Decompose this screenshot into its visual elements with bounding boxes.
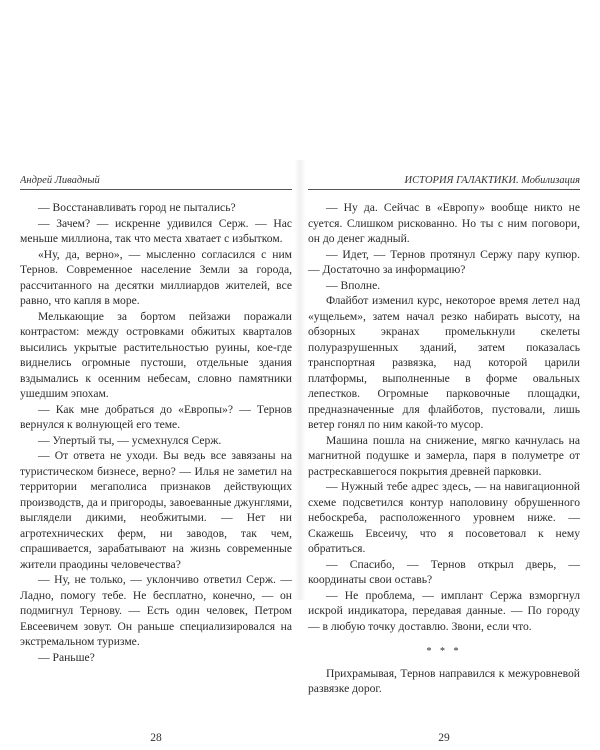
book-gutter: [294, 160, 306, 600]
paragraph: — Нужный тебе адрес здесь, — на навигационной схеме подсветился контур наполовину обрушенного небоскреба, расположенного уровнем ниже. — Скажешь Евсеичу, что я посоветовал к нему обратиться.: [308, 480, 580, 555]
paragraph: — Идет, — Тернов протянул Сержу пару купюр. — Достаточно за информацию?: [308, 247, 580, 276]
paragraph: — Раньше?: [38, 650, 95, 664]
paragraph: — Упертый ты, — усмехнулся Серж.: [38, 433, 222, 447]
right-page: [308, 174, 580, 744]
paragraph: Мелькающие за бортом пейзажи поражали контрастом: между островками обжитых кварталов высились укрытые растительностью руины, кое-где виднелись огромные пустоши, отдельные здания вздымались к осенним небесам, словно памятники ушедшим эпохам.: [20, 309, 292, 400]
right-page-number: 29: [438, 732, 450, 744]
paragraph: — Восстанавливать город не пытались?: [38, 201, 236, 214]
left-page: [20, 174, 292, 744]
left-running-header: Андрей Ливадный: [20, 174, 292, 190]
left-page-number: 28: [150, 732, 162, 744]
section-separator: * * *: [426, 646, 462, 657]
right-page-body: [308, 200, 580, 697]
paragraph: Прихрамывая, Тернов направился к межуровневой развязке дорог.: [308, 666, 580, 695]
left-page-body: [20, 200, 292, 665]
paragraph: Машина пошла на снижение, мягко качнулась на магнитной подушке и замерла, паря в полуметре от растрескавшегося покрытия древней парковки.: [308, 433, 580, 478]
paragraph: Флайбот изменил курс, некоторое время летел над «ущельем», затем начал резко набирать высоту, на обзорных экранах промелькнули скелеты полуразрушенных зданий, затем показалась транспортная развязка, над которой царили платформы, выполненные в форме овальных лепестков. Огромные парковочные площадки, предназначенные для флайботов, пустовали, лишь ветер гонял по ним какой-то мусор.: [308, 294, 580, 431]
paragraph: «Ну, да, верно», — мысленно согласился с ним Тернов. Современное население Земли за города, рассчитанного на десятки миллиардов жителей, все равно, что капля в море.: [20, 247, 292, 307]
paragraph: — Спасибо, — Тернов открыл дверь, — координаты свои оставь?: [308, 557, 580, 586]
paragraph: — От ответа не уходи. Вы ведь все завязаны на туристическом бизнесе, верно? — Илья не заметил на территории мегаполиса признаков действующих производств, да и пригороды, завоеванные джунглями, выглядели дикими, необжитыми. — Нет ни агротехнических ферм, ни заводов, так чем, спрашивается, зарабатывают на жизнь современные жители праодины человечества?: [20, 449, 292, 571]
paragraph: — Ну да. Сейчас в «Европу» вообще никто не суется. Слишком рискованно. Но ты с ним поговори, он до денег жадный.: [308, 201, 580, 245]
paragraph: — Как мне добраться до «Европы»? — Тернов вернулся к волнующей его теме.: [20, 402, 292, 431]
paragraph: — Ну, не только, — уклончиво ответил Серж. — Ладно, помогу тебе. Не бесплатно, конечно, — он подмигнул Тернову. — Есть один человек, Петром Евсеевичем зовут. Он раньше специализировался на экстремальном туризме.: [20, 573, 292, 648]
paragraph: — Вполне.: [326, 278, 381, 292]
paragraph: — Зачем? — искренне удивился Серж. — Нас меньше миллиона, так что места хватает с избытком.: [20, 216, 292, 245]
paragraph: — Не проблема, — имплант Сержа взморгнул искрой индикатора, передавая данные. — По городу — в любую точку доставлю. Звони, если что.: [308, 588, 580, 633]
right-running-header: ИСТОРИЯ ГАЛАКТИКИ. Мобилизация: [308, 174, 580, 190]
